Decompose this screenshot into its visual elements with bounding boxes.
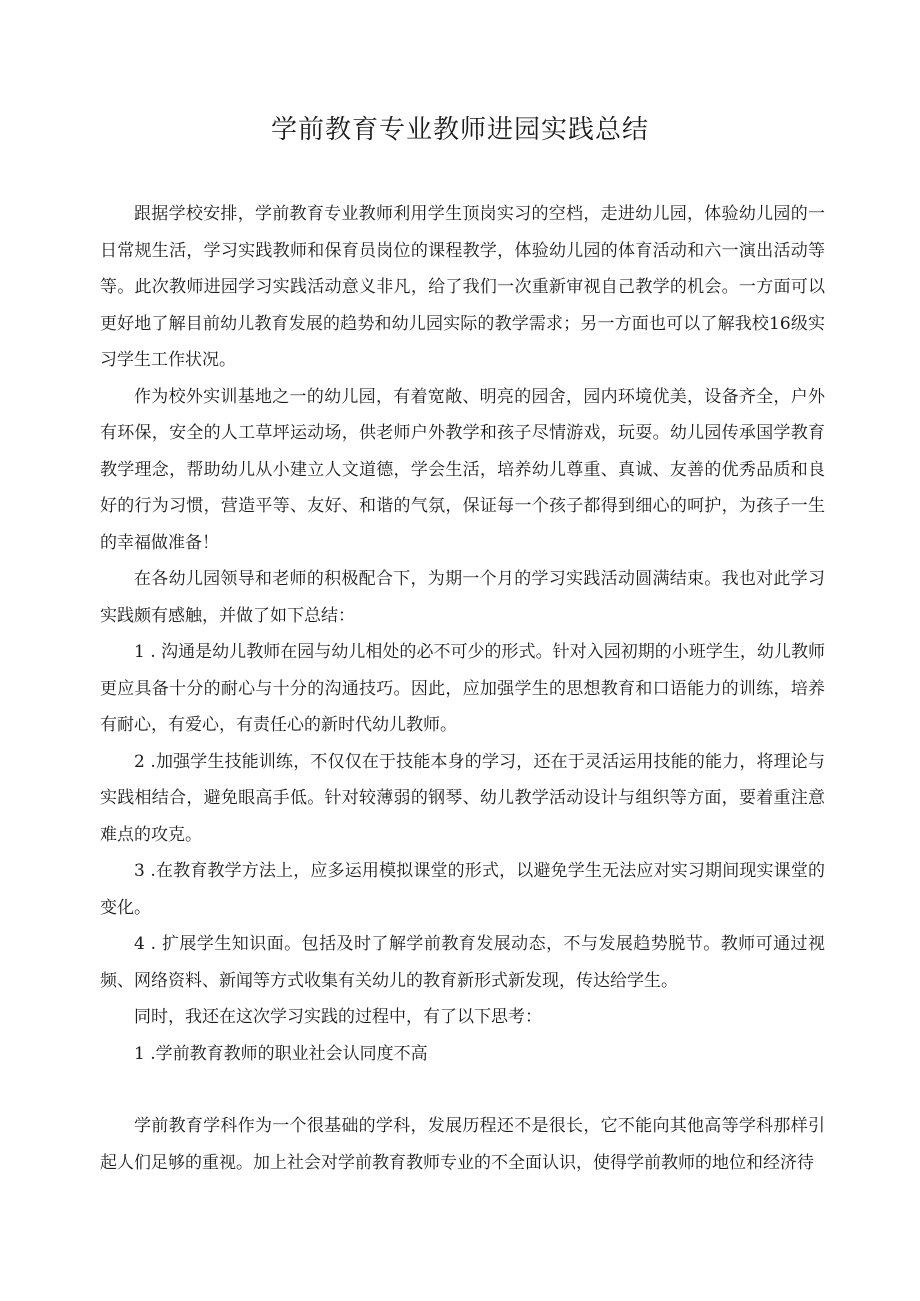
document-body [100,196,825,1181]
paragraph-summary-intro: 在各幼儿园领导和老师的积极配合下，为期一个月的学习实践活动圆满结束。我也对此学习实践颇有感触，并做了如下总结： [100,569,825,626]
paragraph-intro: 跟据学校安排，学前教育专业教师利用学生顶岗实习的空档，走进幼儿园，体验幼儿园的一日常规生活，学习实践教师和保育员岗位的课程教学，体验幼儿园的体育活动和六一演出活动等等。此次教师进园学习实践活动意义非凡，给了我们一次重新审视自己教学的机会。一方面可以更好地了解目前幼儿教育发展的趋势和幼儿园实际的教学需求；另一方面也可以了解我校16级实习学生工作状况。 [100,204,825,370]
paragraph-reflection-intro: 同时，我还在这次学习实践的过程中，有了以下思考： [134,1007,542,1027]
list-item-1: 1 . 沟通是幼儿教师在园与幼儿相处的必不可少的形式。针对入园初期的小班学生，幼儿教师更应具备十分的耐心与十分的沟通技巧。因此，应加强学生的思想教育和口语能力的训练，培养有耐心，有爱心，有责任心的新时代幼儿教师。 [100,642,825,735]
list-item-4: 4 . 扩展学生知识面。包括及时了解学前教育发展动态，不与发展趋势脱节。教师可通过视频、网络资料、新闻等方式收集有关幼儿的教育新形式新发现，传达给学生。 [100,934,825,991]
paragraph-kindergarten: 作为校外实训基地之一的幼儿园，有着宽敞、明亮的园舍，园内环境优美，设备齐全，户外有环保，安全的人工草坪运动场，供老师户外教学和孩子尽情游戏，玩耍。幼儿园传承国学教育教学理念，帮助幼儿从小建立人文道德，学会生活，培养幼儿尊重、真诚、友善的优秀品质和良好的行为习惯，营造平等、友好、和谐的气氛，保证每一个孩子都得到细心的呵护，为孩子一生的幸福做准备！ [100,386,825,553]
paragraph-reflection-1: 学前教育学科作为一个很基础的学科，发展历程还不是很长，它不能向其他高等学科那样引起人们足够的重视。加上社会对学前教育教师专业的不全面认识，使得学前教师的地位和经济待 [100,1116,825,1173]
document-title: 学前教育专业教师进园实践总结 [270,115,649,145]
list-item-2: 2 .加强学生技能训练，不仅仅在于技能本身的学习，还在于灵活运用技能的能力，将理论与实践相结合，避免眼高手低。针对较薄弱的钢琴、幼儿教学活动设计与组织等方面，要着重注意难点的攻克。 [100,751,825,845]
reflection-heading-1: 1 .学前教育教师的职业社会认同度不高 [134,1043,428,1064]
list-item-3: 3 .在教育教学方法上，应多运用模拟课堂的形式，以避免学生无法应对实习期间现实课堂的变化。 [100,861,825,918]
